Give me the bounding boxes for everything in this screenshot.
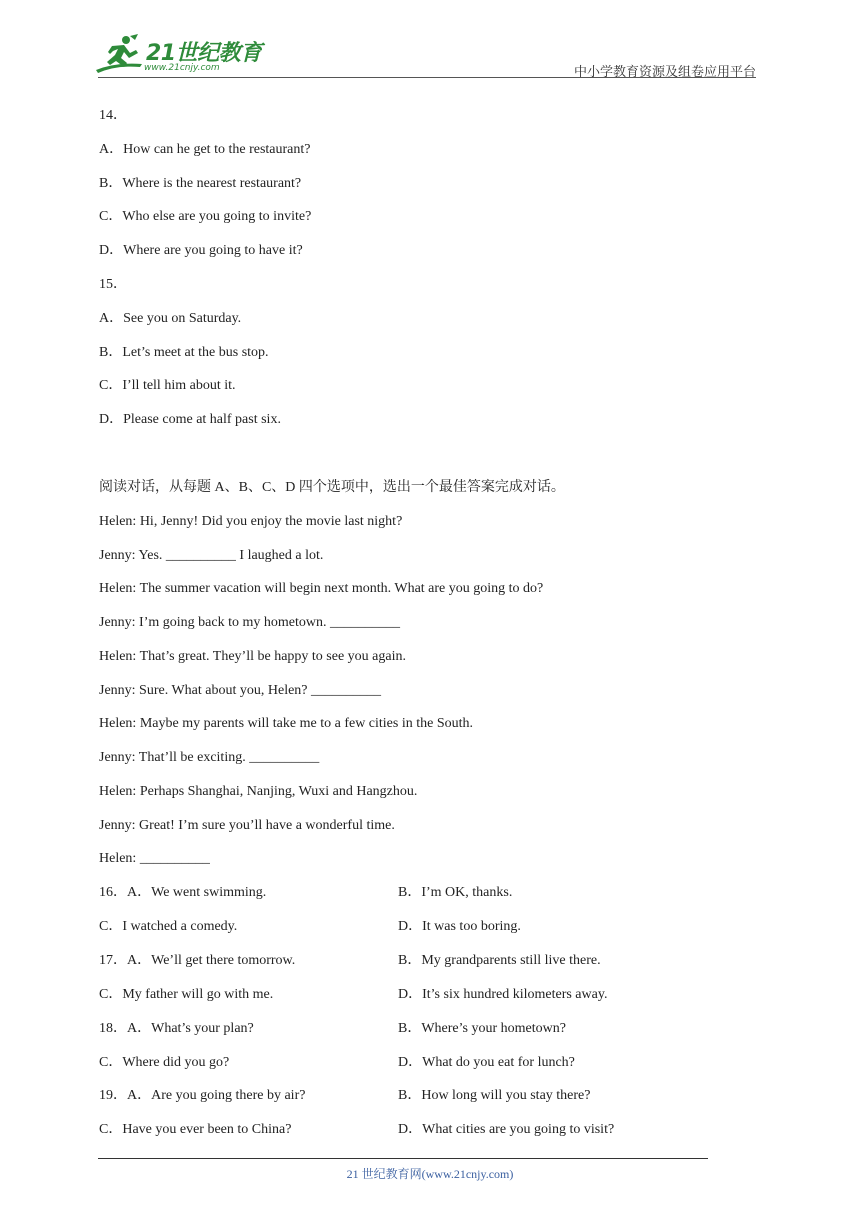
- section-instructions: 阅读对话，从每题 A、B、C、D 四个选项中，选出一个最佳答案完成对话。: [99, 480, 565, 495]
- dialogue-line: Helen: That’s great. They’ll be happy to see you again.: [99, 649, 407, 664]
- question-18-option-b: B．Where’s your hometown?: [398, 1021, 566, 1036]
- question-16-option-d: D．It was too boring.: [398, 919, 521, 934]
- question-14-option-b: B．Where is the nearest restaurant?: [99, 176, 302, 191]
- page-footer: [0, 1165, 860, 1182]
- question-14-option-a: A．How can he get to the restaurant?: [99, 142, 311, 157]
- question-17-option-d: D．It’s six hundred kilometers away.: [398, 987, 608, 1002]
- question-19-option-d: D．What cities are you going to visit?: [398, 1122, 615, 1137]
- dialogue-line: Helen: Hi, Jenny! Did you enjoy the movie last night?: [99, 514, 403, 529]
- footer-link[interactable]: 21 世纪教育网(www.21cnjy.com): [346, 1167, 514, 1181]
- page-header: [0, 0, 860, 80]
- question-18-option-a: 18．A．What’s your plan?: [99, 1021, 254, 1036]
- dialogue-line: Jenny: I’m going back to my hometown. __________: [99, 615, 400, 630]
- footer-divider: [98, 1158, 708, 1159]
- question-15-number: 15．: [99, 277, 127, 292]
- dialogue-line: Jenny: Sure. What about you, Helen? __________: [99, 683, 382, 698]
- question-19-option-a: 19．A．Are you going there by air?: [99, 1088, 306, 1103]
- question-17-option-c: C．My father will go with me.: [99, 987, 274, 1002]
- logo-text: 21世纪教育: [146, 41, 262, 66]
- question-16-option-c: C．I watched a comedy.: [99, 919, 238, 934]
- logo-url: www.21cnjy.com: [144, 63, 220, 73]
- question-15-option-c: C．I’ll tell him about it.: [99, 378, 236, 393]
- dialogue-line: Jenny: Great! I’m sure you’ll have a wonderful time.: [99, 818, 395, 833]
- dialogue-line: Helen: Maybe my parents will take me to a few cities in the South.: [99, 716, 474, 731]
- dialogue-line: Helen: The summer vacation will begin next month. What are you going to do?: [99, 581, 544, 596]
- dialogue-line: Jenny: That’ll be exciting. __________: [99, 750, 320, 765]
- question-14-option-c: C．Who else are you going to invite?: [99, 209, 312, 224]
- question-17-option-b: B．My grandparents still live there.: [398, 953, 601, 968]
- question-15-option-a: A．See you on Saturday.: [99, 311, 242, 326]
- question-18-option-c: C．Where did you go?: [99, 1055, 230, 1070]
- question-16-option-b: B．I’m OK, thanks.: [398, 885, 513, 900]
- question-19-option-c: C．Have you ever been to China?: [99, 1122, 292, 1137]
- dialogue-line: Jenny: Yes. __________ I laughed a lot.: [99, 548, 324, 563]
- question-14-number: 14．: [99, 108, 127, 123]
- question-17-option-a: 17．A．We’ll get there tomorrow.: [99, 953, 296, 968]
- site-logo: [94, 34, 264, 78]
- question-19-option-b: B．How long will you stay there?: [398, 1088, 591, 1103]
- question-16-option-a: 16．A．We went swimming.: [99, 885, 267, 900]
- platform-tagline: 中小学教育资源及组卷应用平台: [573, 64, 756, 79]
- question-18-option-d: D．What do you eat for lunch?: [398, 1055, 575, 1070]
- question-15-option-b: B．Let’s meet at the bus stop.: [99, 345, 269, 360]
- dialogue-line: Helen: __________: [99, 851, 210, 866]
- header-divider: [98, 77, 756, 78]
- question-14-option-d: D．Where are you going to have it?: [99, 243, 303, 258]
- question-15-option-d: D．Please come at half past six.: [99, 412, 281, 427]
- dialogue-line: Helen: Perhaps Shanghai, Nanjing, Wuxi and Hangzhou.: [99, 784, 418, 799]
- runner-logo-icon: [94, 34, 144, 76]
